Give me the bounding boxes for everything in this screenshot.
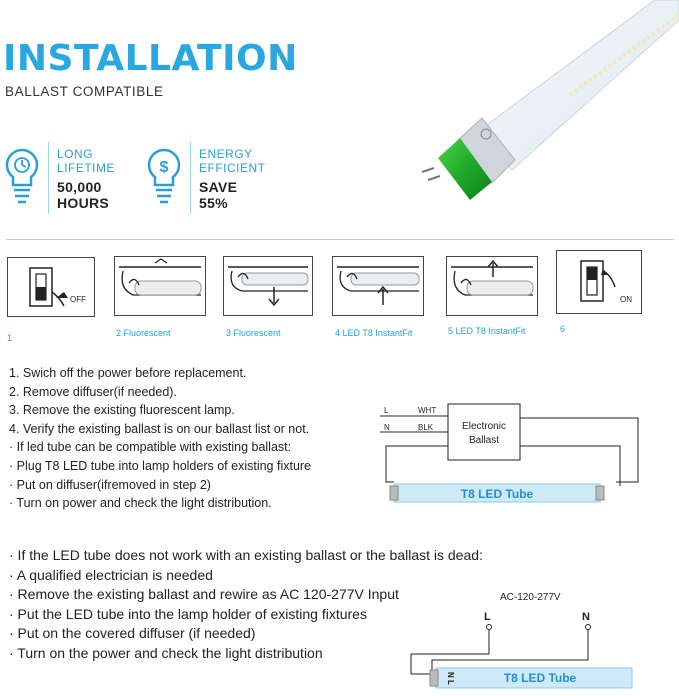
feature-efficiency (199, 147, 266, 211)
step-1-caption: 1 (7, 333, 13, 343)
section-divider (6, 239, 674, 240)
step-4-caption: 4 LED T8 InstantFit (335, 328, 413, 338)
instruction-line: · Remove the existing ballast and rewire as AC 120-277V Input (9, 586, 399, 603)
step-6-image (556, 250, 642, 314)
wire-wht-label: WHT (418, 406, 437, 415)
direct-wire-diagram (400, 586, 638, 694)
instruction-line: 2. Remove diffuser(if needed). (9, 384, 177, 399)
step-2-caption: 2 Fluorescent (116, 328, 171, 338)
feature-value: 50,000 (57, 179, 102, 195)
end-l-label: L (446, 680, 455, 685)
feature-divider (48, 142, 49, 214)
voltage-label: AC-120-277V (500, 592, 561, 603)
remove-lamp-icon (224, 257, 312, 315)
instruction-line: · If the LED tube does not work with an existing ballast or the ballast is dead: (9, 547, 483, 563)
wire-l-label: L (384, 406, 389, 415)
feature-label: ENERGY (199, 147, 253, 161)
step-1-badge: OFF (70, 295, 86, 304)
instruction-line: · Turn on the power and check the light distribution (9, 644, 323, 661)
step-6-caption: 6 (560, 324, 566, 334)
instruction-line: · A qualified electrician is needed (9, 566, 213, 583)
instruction-line: · Turn on power and check the light distribution. (9, 496, 272, 511)
tube-label-a: T8 LED Tube (460, 487, 534, 501)
clock-bulb-icon (3, 146, 41, 208)
ballast-wiring-diagram (376, 400, 642, 512)
wire-blk-label: BLK (418, 423, 434, 432)
step-4-image (332, 256, 424, 316)
wire-n-label: N (582, 611, 590, 623)
feature-divider (190, 142, 191, 214)
wire-l-label: L (484, 611, 491, 623)
led-tube-icon (420, 0, 679, 200)
feature-label: LONG (57, 147, 94, 161)
svg-text:$: $ (159, 159, 169, 176)
step-1-image (7, 257, 95, 317)
step-3-image (223, 256, 313, 316)
instruction-line: · Put on the covered diffuser (if needed) (9, 625, 256, 642)
step-5-caption: 5 LED T8 InstantFit (448, 326, 526, 336)
page-subtitle: BALLAST COMPATIBLE (5, 84, 164, 99)
feature-value: HOURS (57, 195, 110, 211)
feature-lifetime (57, 147, 115, 211)
dollar-bulb-icon (145, 146, 183, 208)
instruction-line: 1. Swich off the power before replacement. (9, 366, 247, 380)
feature-value: SAVE (199, 179, 238, 195)
feature-label: EFFICIENT (199, 161, 266, 175)
install-led-icon (333, 257, 423, 315)
ballast-label-line2: Ballast (468, 435, 500, 446)
wire-n-label: N (384, 423, 390, 432)
step-6-badge: ON (620, 295, 632, 304)
instruction-line: · Put on diffuser(ifremoved in step 2) (9, 477, 211, 492)
light-switch-on-icon (557, 251, 641, 313)
instruction-line: 4. Verify the existing ballast is on our ballast list or not. (9, 421, 310, 436)
light-switch-off-icon (8, 258, 94, 316)
page-title: INSTALLATION (3, 38, 298, 79)
feature-label: LIFETIME (57, 161, 116, 175)
instructions-ballast-compatible (9, 364, 311, 513)
tube-label-b: T8 LED Tube (503, 671, 577, 685)
instruction-line: · Put the LED tube into the lamp holder of existing fixtures (9, 605, 367, 622)
step-3-caption: 3 Fluorescent (226, 328, 281, 338)
replace-diffuser-icon (447, 257, 537, 315)
instruction-line: · Plug T8 LED tube into lamp holders of existing fixture (9, 458, 312, 473)
step-2-image (114, 256, 206, 316)
ballast-label-line1: Electronic (462, 421, 506, 432)
instruction-line: 3. Remove the existing fluorescent lamp. (9, 403, 235, 418)
instruction-line: · If led tube can be compatible with existing ballast: (9, 440, 292, 455)
fixture-diffuser-icon (115, 257, 205, 315)
feature-value: 55% (199, 195, 228, 211)
step-5-image (446, 256, 538, 316)
end-n-label: N (446, 672, 455, 678)
